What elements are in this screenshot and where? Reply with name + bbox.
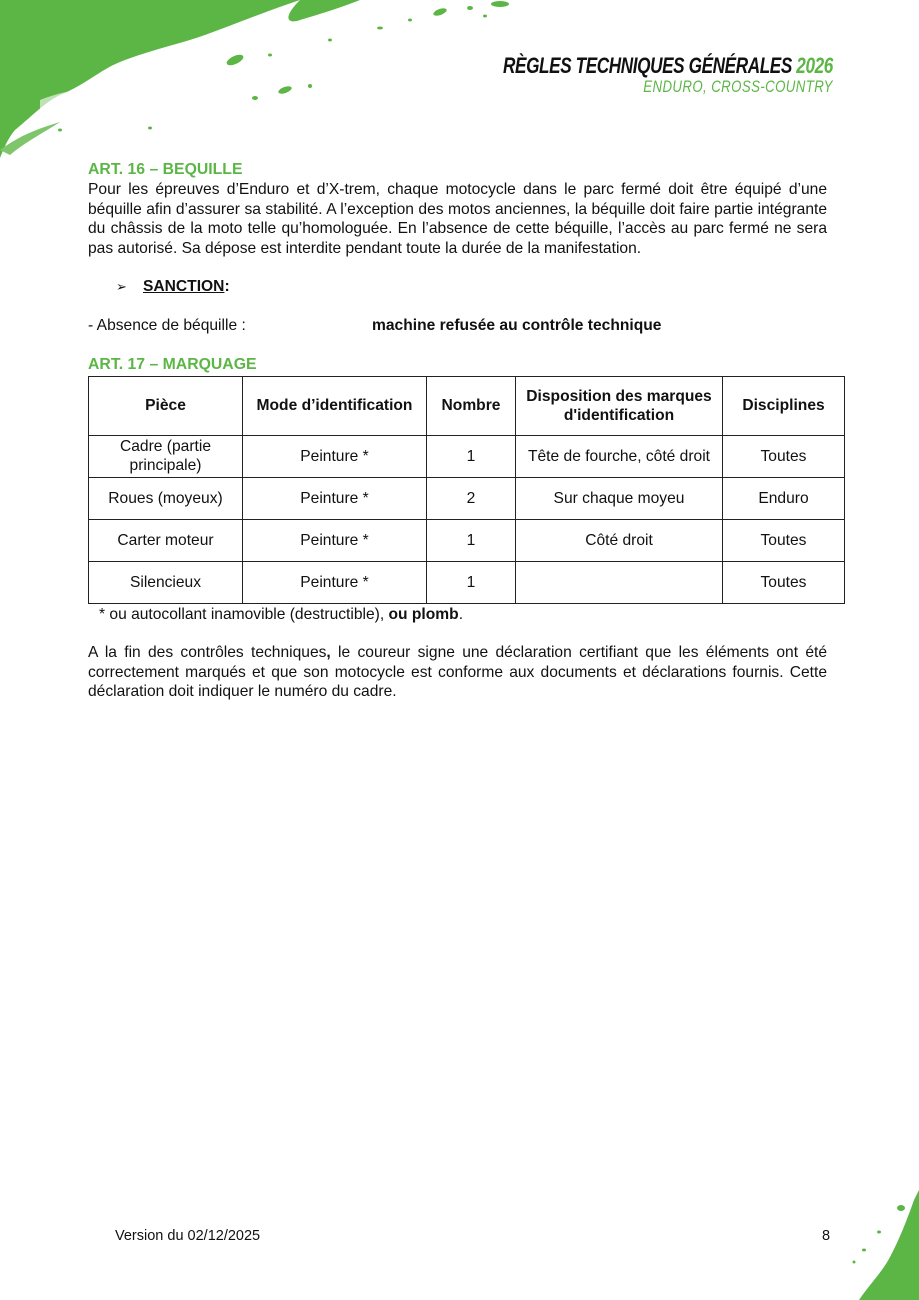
closing-comma: , xyxy=(326,644,331,662)
table-header-row xyxy=(89,376,845,435)
cell-nombre: 1 xyxy=(427,519,516,561)
header-nombre: Nombre xyxy=(427,376,516,435)
cell-disciplines: Toutes xyxy=(723,519,845,561)
art17-title: ART. 17 – MARQUAGE xyxy=(88,355,257,373)
footnote-suffix: . xyxy=(458,605,464,623)
header-disciplines: Disciplines xyxy=(723,376,845,435)
header-title-main: RÈGLES TECHNIQUES GÉNÉRALES xyxy=(503,53,792,78)
closing-paragraph xyxy=(88,643,827,702)
footnote-bold: ou plomb xyxy=(388,605,459,623)
cell-disciplines: Toutes xyxy=(723,435,845,477)
art16-body: Pour les épreuves d’Enduro et d’X-trem, chaque motocycle dans le parc fermé doit être équipé d’une béquille afin d’assurer sa stabilité. A l’exception des motos anciennes, la béquille doit faire partie intégrante du châssis de la moto telle qu’homologuée. En l’absence de cette béquille, l’accès au parc fermé ne sera pas autorisé. Sa dépose est interdite pendant toute la durée de la manifestation. xyxy=(88,181,827,257)
green-splash-decoration-bottom xyxy=(799,1190,919,1300)
penalty-line xyxy=(88,316,827,336)
marking-table xyxy=(88,376,845,604)
cell-nombre: 1 xyxy=(427,435,516,477)
table-row xyxy=(89,561,845,603)
header-title-year: 2026 xyxy=(796,53,833,78)
header-mode: Mode d’identification xyxy=(243,376,427,435)
footer-version: Version du 02/12/2025 xyxy=(115,1228,261,1244)
table-row xyxy=(89,519,845,561)
header-subtitle: ENDURO, CROSS-COUNTRY xyxy=(643,77,833,96)
document-header-title xyxy=(410,54,833,95)
cell-mode: Peinture * xyxy=(243,519,427,561)
table-footnote xyxy=(88,605,827,625)
cell-piece: Silencieux xyxy=(89,561,243,603)
footer-page-number: 8 xyxy=(822,1228,831,1244)
sanction-label: SANCTION xyxy=(143,278,225,296)
closing-part-a: A la fin des contrôles techniques xyxy=(88,644,327,662)
sanction-colon: : xyxy=(224,278,230,296)
cell-mode: Peinture * xyxy=(243,435,427,477)
cell-nombre: 2 xyxy=(427,477,516,519)
cell-piece: Cadre (partie principale) xyxy=(89,435,243,477)
cell-piece: Carter moteur xyxy=(89,519,243,561)
penalty-key: - Absence de béquille : xyxy=(88,316,246,334)
cell-disposition: Côté droit xyxy=(516,519,723,561)
table-row xyxy=(89,435,845,477)
document-content xyxy=(88,160,827,702)
cell-disposition: Sur chaque moyeu xyxy=(516,477,723,519)
closing-part-b: le coureur signe une déclaration certifiant que les éléments ont été correctement marqués et que son motocycle est conforme aux documents et déclarations fournis. Cette déclaration doit indiquer le numéro du cadre. xyxy=(88,644,828,701)
cell-piece: Roues (moyeux) xyxy=(89,477,243,519)
header-piece: Pièce xyxy=(89,376,243,435)
cell-disciplines: Toutes xyxy=(723,561,845,603)
cell-disposition xyxy=(516,561,723,603)
cell-mode: Peinture * xyxy=(243,477,427,519)
header-title-line xyxy=(503,54,833,78)
table-row xyxy=(89,477,845,519)
cell-disposition: Tête de fourche, côté droit xyxy=(516,435,723,477)
art16-title: ART. 16 – BEQUILLE xyxy=(88,161,243,178)
cell-nombre: 1 xyxy=(427,561,516,603)
header-disposition: Disposition des marques d'identification xyxy=(516,376,723,435)
footnote-prefix: * ou autocollant inamovible (destructible), xyxy=(99,605,389,623)
cell-disciplines: Enduro xyxy=(723,477,845,519)
cell-mode: Peinture * xyxy=(243,561,427,603)
arrow-bullet-icon: ➢ xyxy=(116,279,127,295)
sanction-heading xyxy=(88,277,827,297)
penalty-value: machine refusée au contrôle technique xyxy=(372,316,662,334)
